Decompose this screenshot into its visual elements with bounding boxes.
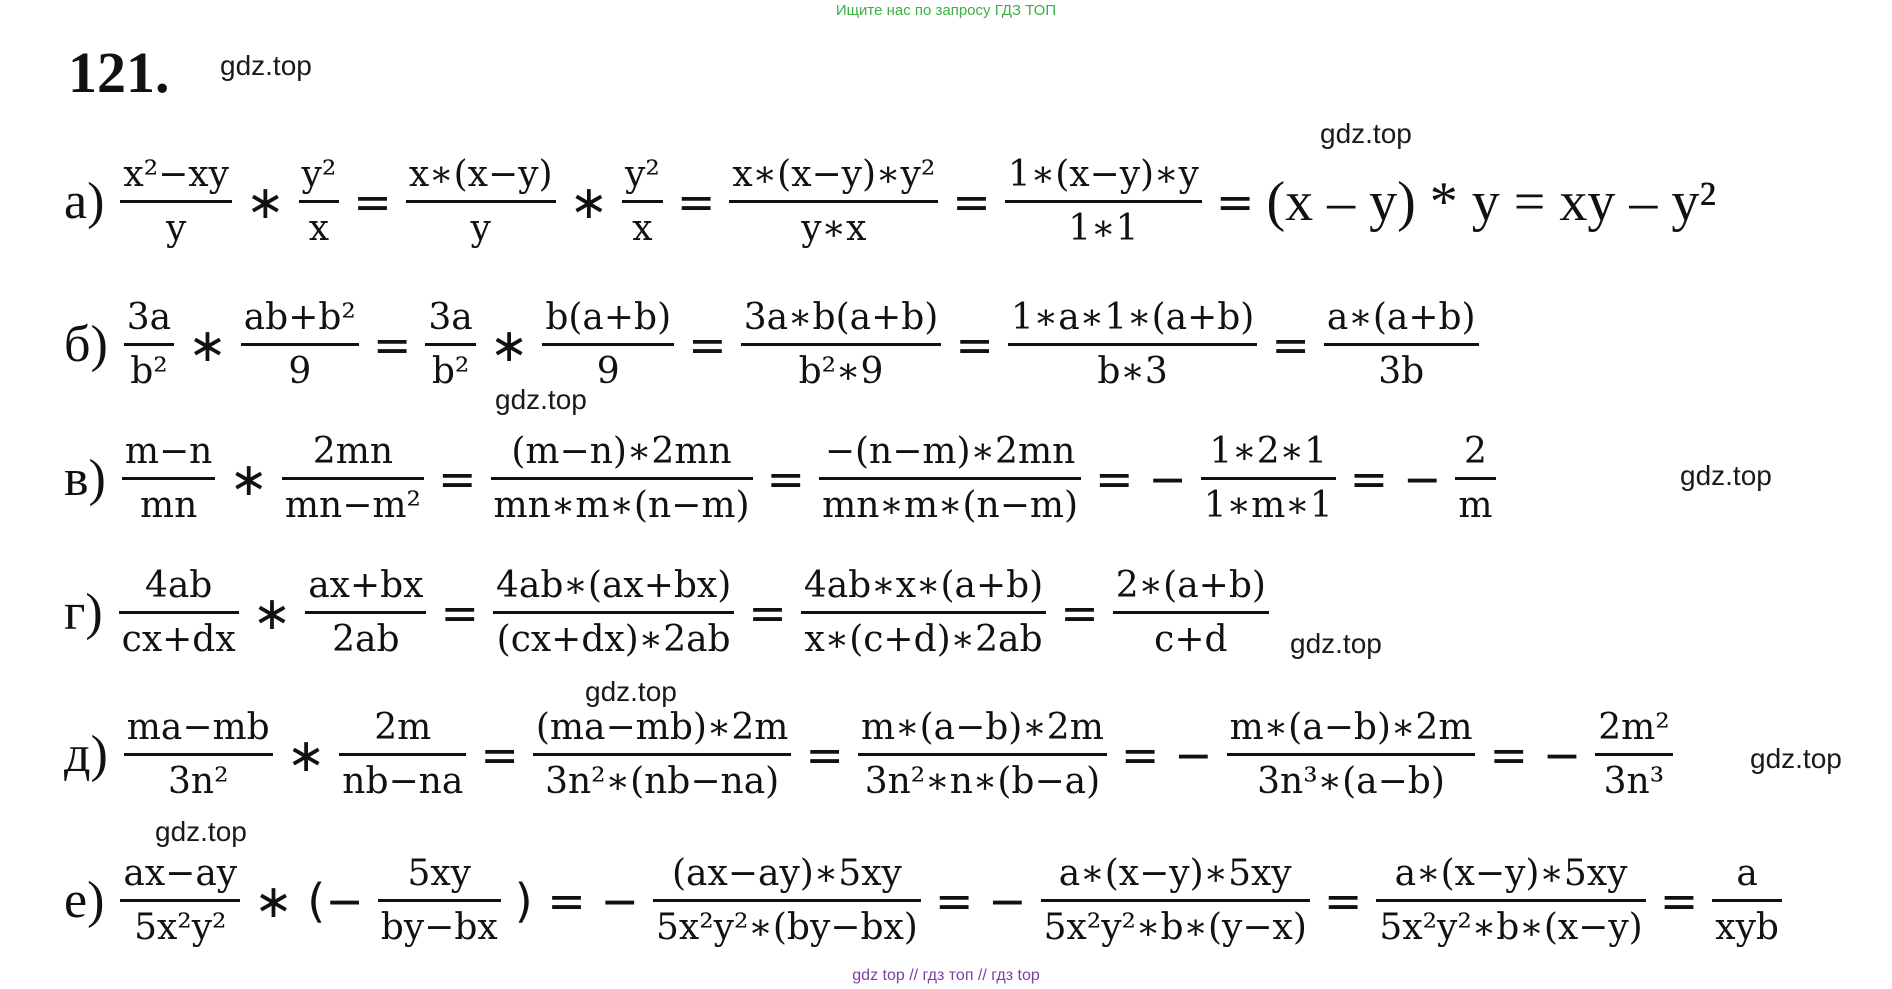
denominator: 9: [288, 351, 312, 392]
operator: =: [1060, 586, 1099, 640]
fraction: [1324, 298, 1479, 393]
fraction-bar: [1201, 477, 1336, 480]
denominator: cx+dx: [121, 619, 236, 660]
fraction: [801, 566, 1046, 661]
denominator: y∗x: [801, 208, 867, 249]
fraction: [120, 854, 240, 949]
part-d: [64, 690, 1679, 820]
numerator: m−n: [124, 430, 213, 472]
fraction: [406, 155, 556, 250]
numerator: 1∗a∗1∗(a+b): [1010, 296, 1255, 338]
operator: =: [955, 318, 994, 372]
denominator: x∗(c+d)∗2ab: [804, 619, 1043, 660]
fraction-bar: [1041, 899, 1310, 902]
fraction: [120, 155, 232, 250]
operator: =: [440, 586, 480, 640]
fraction-bar: [241, 343, 359, 346]
numerator: ab+b²: [243, 296, 356, 338]
numerator: a∗(x−y)∗5xy: [1058, 852, 1292, 894]
denominator: nb−na: [342, 761, 464, 802]
operator: =: [437, 452, 477, 506]
watermark: gdz.top: [155, 816, 247, 847]
fraction-bar: [120, 200, 232, 203]
watermark: gdz.top: [1320, 118, 1412, 149]
fraction: [1455, 432, 1495, 527]
fraction-bar: [378, 899, 501, 902]
operator: =: [1659, 874, 1699, 928]
operator: = −: [1349, 452, 1442, 506]
fraction-bar: [425, 343, 475, 346]
numerator: 2∗(a+b): [1115, 564, 1266, 606]
fraction: [378, 854, 501, 949]
operator: =: [1323, 874, 1363, 928]
denominator: 2ab: [332, 619, 400, 660]
operator: =: [1271, 318, 1310, 372]
part-g: [64, 548, 1275, 678]
fraction: [1113, 566, 1269, 661]
denominator: m: [1458, 485, 1493, 526]
fraction: [1712, 854, 1782, 949]
fraction: [741, 298, 942, 393]
numerator: 1∗2∗1: [1209, 430, 1328, 472]
denominator: b²∗9: [798, 351, 884, 392]
operator: = −: [934, 874, 1027, 928]
fraction-bar: [1005, 200, 1202, 203]
fraction-bar: [406, 200, 556, 203]
denominator: 3b: [1378, 351, 1425, 392]
denominator: 5x²y²: [134, 907, 227, 948]
operator: =: [952, 175, 991, 229]
fraction: [305, 566, 426, 661]
problem-number: 121.: [68, 40, 170, 105]
part-e: [64, 836, 1788, 966]
operator: =: [805, 728, 844, 782]
fraction: [1005, 155, 1202, 250]
fraction: [282, 432, 424, 527]
watermark: gdz.top: [1290, 628, 1382, 659]
part-a: [64, 137, 1720, 267]
fraction-bar: [542, 343, 674, 346]
denominator: y: [470, 208, 491, 249]
top-banner: Ищите нас по запросу ГДЗ ТОП: [835, 2, 1057, 19]
denominator: mn∗m∗(n−m): [822, 485, 1079, 526]
operator: =: [353, 175, 392, 229]
watermark: gdz.top: [585, 676, 677, 707]
numerator: x²−xy: [123, 153, 229, 195]
part-label: г): [64, 584, 103, 641]
numerator: 3a: [126, 296, 172, 338]
numerator: a: [1736, 852, 1758, 894]
numerator: 4ab: [144, 564, 213, 606]
numerator: (ma−mb)∗2m: [535, 706, 789, 748]
fraction-bar: [1008, 343, 1257, 346]
watermark: gdz.top: [220, 50, 312, 81]
fraction-bar: [741, 343, 942, 346]
operator: = −: [1095, 452, 1187, 506]
part-label: а): [64, 173, 105, 230]
fraction-bar: [305, 611, 426, 614]
fraction: [1041, 854, 1310, 949]
operator: =: [1215, 175, 1255, 229]
fraction-bar: [1113, 611, 1269, 614]
numerator: x∗(x−y): [408, 153, 553, 195]
fraction-bar: [299, 200, 340, 203]
watermark: gdz.top: [1750, 743, 1842, 774]
fraction: [622, 155, 663, 250]
numerator: 5xy: [407, 852, 472, 894]
fraction-bar: [282, 477, 424, 480]
part-b: [64, 280, 1485, 410]
fraction: [533, 708, 792, 803]
operator: ∗: [569, 175, 609, 229]
denominator: 9: [596, 351, 620, 392]
denominator: b∗3: [1097, 351, 1168, 392]
fraction: [1595, 708, 1672, 803]
fraction-bar: [622, 200, 663, 203]
fraction: [542, 298, 674, 393]
numerator: 4ab∗x∗(a+b): [803, 564, 1044, 606]
fraction-bar: [653, 899, 921, 902]
operator: = −: [1489, 728, 1582, 782]
denominator: 1∗1: [1068, 208, 1139, 249]
operator: =: [748, 586, 787, 640]
fraction: [1201, 432, 1336, 527]
fraction-bar: [729, 200, 938, 203]
numerator: ax−ay: [123, 852, 238, 894]
fraction: [339, 708, 466, 803]
part-label: д): [64, 726, 108, 783]
fraction: [491, 432, 753, 527]
fraction: [241, 298, 359, 393]
numerator: 3a: [428, 296, 473, 338]
part-label: е): [64, 872, 105, 929]
fraction: [493, 566, 734, 661]
fraction-bar: [1324, 343, 1479, 346]
fraction: [299, 155, 340, 250]
operator: =: [766, 452, 806, 506]
fraction-bar: [1712, 899, 1782, 902]
operator: ∗: [286, 728, 326, 782]
bottom-banner: gdz top // гдз топ // гдз top: [852, 967, 1040, 984]
fraction-bar: [819, 477, 1081, 480]
fraction-bar: [1455, 477, 1495, 480]
numerator: y²: [301, 153, 337, 195]
fraction: [1376, 854, 1645, 949]
part-label: в): [64, 450, 106, 507]
fraction: [1008, 298, 1257, 393]
numerator: 3a∗b(a+b): [743, 296, 939, 338]
denominator: 3n³: [1603, 761, 1665, 802]
denominator: 3n²∗n∗(b−a): [864, 761, 1101, 802]
numerator: 4ab∗(ax+bx): [496, 564, 732, 606]
operator: ∗: [229, 452, 268, 506]
watermark: gdz.top: [1680, 460, 1772, 491]
numerator: y²: [625, 153, 660, 195]
fraction-bar: [1376, 899, 1645, 902]
denominator: 3n²: [167, 761, 229, 802]
denominator: 5x²y²∗b∗(x−y): [1379, 907, 1643, 948]
operator: ∗: [489, 318, 529, 372]
fraction: [124, 708, 273, 803]
denominator: x: [308, 208, 330, 249]
operator: ) = −: [514, 874, 639, 928]
denominator: xyb: [1715, 907, 1779, 948]
denominator: b²: [130, 351, 168, 392]
fraction-bar: [120, 899, 240, 902]
result-expression: (x – y) * y = xy – y²: [1266, 171, 1717, 233]
fraction-bar: [339, 753, 466, 756]
operator: = −: [1120, 728, 1213, 782]
numerator: ax+bx: [308, 564, 424, 606]
denominator: mn: [139, 485, 198, 526]
operator: =: [676, 175, 716, 229]
numerator: (m−n)∗2mn: [511, 430, 732, 472]
numerator: x∗(x−y)∗y²: [732, 153, 936, 195]
fraction: [819, 432, 1081, 527]
numerator: 2: [1463, 430, 1487, 472]
operator: ∗: [252, 586, 292, 640]
fraction: [653, 854, 921, 949]
fraction: [729, 155, 938, 250]
fraction-bar: [124, 343, 174, 346]
denominator: b²: [431, 351, 470, 392]
fraction-bar: [533, 753, 792, 756]
denominator: y: [166, 208, 187, 249]
denominator: by−bx: [380, 907, 498, 948]
denominator: c+d: [1154, 619, 1228, 660]
denominator: mn∗m∗(n−m): [493, 485, 750, 526]
numerator: 1∗(x−y)∗y: [1007, 153, 1199, 195]
fraction: [425, 298, 475, 393]
operator: ∗: [188, 318, 227, 372]
denominator: 1∗m∗1: [1203, 485, 1333, 526]
numerator: ma−mb: [126, 706, 270, 748]
fraction: [122, 432, 216, 527]
fraction-bar: [119, 611, 239, 614]
fraction: [1227, 708, 1476, 803]
denominator: x: [632, 208, 653, 249]
numerator: 2mn: [312, 430, 394, 472]
numerator: −(n−m)∗2mn: [824, 430, 1076, 472]
numerator: m∗(a−b)∗2m: [860, 706, 1104, 748]
numerator: 2m²: [1598, 706, 1670, 748]
fraction: [124, 298, 174, 393]
fraction-bar: [801, 611, 1046, 614]
numerator: m∗(a−b)∗2m: [1229, 706, 1473, 748]
fraction-bar: [1595, 753, 1672, 756]
fraction-bar: [1227, 753, 1476, 756]
denominator: 5x²y²∗(by−bx): [655, 907, 918, 948]
operator: ∗ (−: [254, 874, 364, 928]
denominator: 5x²y²∗b∗(y−x): [1043, 907, 1307, 948]
fraction-bar: [122, 477, 216, 480]
numerator: a∗(x−y)∗5xy: [1394, 852, 1628, 894]
denominator: (cx+dx)∗2ab: [496, 619, 731, 660]
fraction-bar: [124, 753, 273, 756]
fraction: [119, 566, 239, 661]
operator: ∗: [245, 175, 285, 229]
part-label: б): [64, 316, 108, 373]
operator: =: [688, 318, 727, 372]
numerator: b(a+b): [545, 296, 672, 338]
fraction-bar: [493, 611, 734, 614]
operator: =: [372, 318, 412, 372]
numerator: a∗(a+b): [1326, 296, 1476, 338]
watermark: gdz.top: [495, 384, 587, 415]
numerator: (ax−ay)∗5xy: [672, 852, 902, 894]
fraction-bar: [491, 477, 753, 480]
fraction-bar: [858, 753, 1107, 756]
denominator: 3n²∗(nb−na): [545, 761, 780, 802]
fraction: [858, 708, 1107, 803]
denominator: mn−m²: [284, 485, 421, 526]
denominator: 3n³∗(a−b): [1257, 761, 1445, 802]
numerator: 2m: [374, 706, 432, 748]
operator: =: [480, 728, 519, 782]
part-v: [64, 414, 1502, 544]
